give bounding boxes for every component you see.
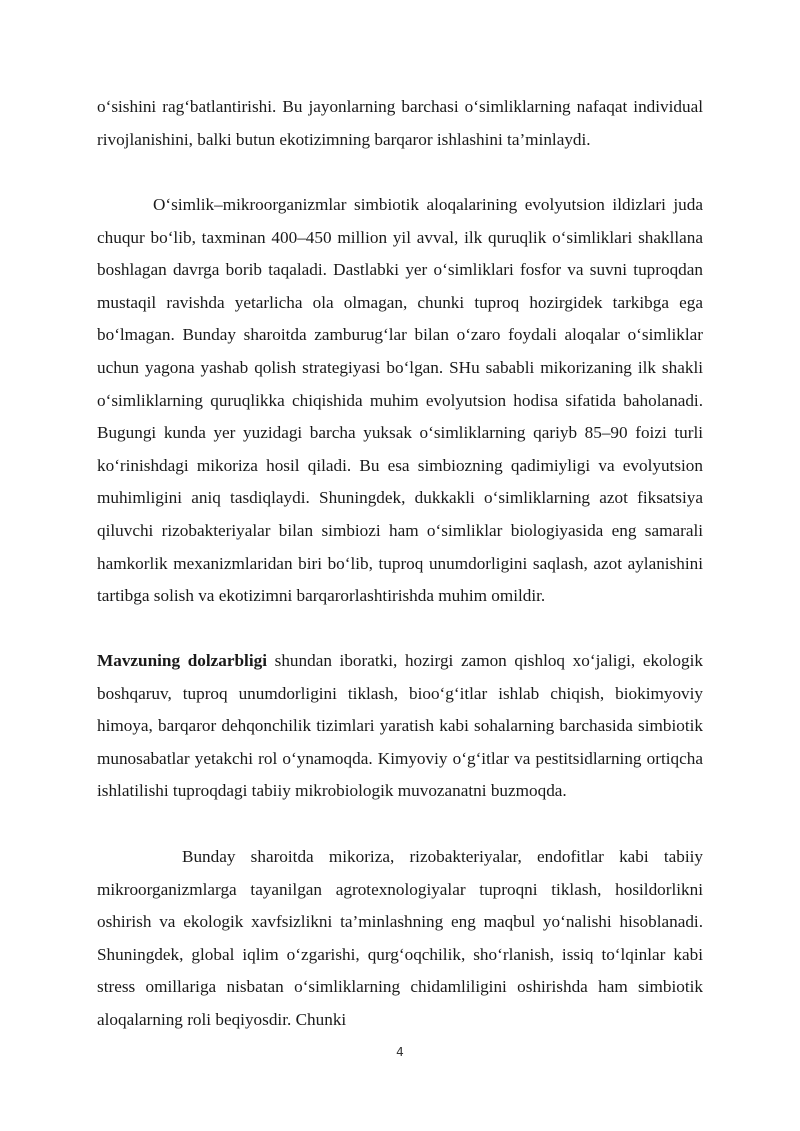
paragraph-text: shundan iboratki, hozirgi zamon qishloq xo‘jaligi, ekologik boshqaruv, tuproq unumdorligini tiklash, bioo‘g‘itlar ishlab chiqish, biokimyoviy himoya, barqaror dehqonchilik tizimlari yaratish kabi sohalarning barchasida simbiotik munosabatlar yetakchi rol o‘ynamoqda. Kimyoviy o‘g‘itlar va pestitsidlarning ortiqcha ishlatilishi tuproqdagi tabiiy mikrobiologik muvozanatni buzmoqda. bbox=[97, 651, 703, 801]
paragraph-topic-relevance bbox=[97, 645, 703, 808]
paragraph-text: O‘simlik–mikroorganizmlar simbiotik aloqalarining evolyutsion ildizlari juda chuqur bo‘lib, taxminan 400–450 million yil avval, ilk quruqlik o‘simliklari shakllana boshlagan davrga borib taqaladi. Dastlabki yer o‘simliklari fosfor va suvni tuproqdan mustaqil ravishda yetarlicha ola olmagan, chunki tuproq hozirgidek tarkibga ega bo‘lmagan. Bunday sharoitda zamburug‘lar bilan o‘zaro foydali aloqalar o‘simliklar uchun yagona yashab qolish strategiyasi bo‘lgan. SHu sababli mikorizaning ilk shakli o‘simliklarning quruqlikka chiqishida muhim evolyutsion hodisa sifatida baholanadi. Bugungi kunda yer yuzidagi barcha yuksak o‘simliklarning qariyb 85–90 foizi turli ko‘rinishdagi mikoriza hosil qiladi. Bu esa simbiozning qadimiyligi va evolyutsion muhimligini aniq tasdiqlaydi. Shuningdek, dukkakli o‘simliklarning azot fiksatsiya qiluvchi rizobakteriyalar bilan simbiozi ham o‘simliklar biologiyasida eng samarali hamkorlik mexanizmlaridan biri bo‘lib, tuproq unumdorligini saqlash, azot aylanishini tartibga solish va ekotizimni barqarorlashtirishda muhim omildir. bbox=[97, 195, 703, 606]
page-number: 4 bbox=[396, 1045, 404, 1059]
paragraph-text: o‘sishini rag‘batlantirishi. Bu jayonlarning barchasi o‘simliklarning nafaqat individual rivojlanishini, balki butun ekotizimning barqaror ishlashini ta’minlaydi. bbox=[97, 97, 703, 149]
paragraph-lead-heading: Mavzuning dolzarbligi bbox=[97, 651, 267, 670]
paragraph-agrotechnologies bbox=[97, 841, 703, 1037]
paragraph-evolutionary-roots bbox=[97, 189, 703, 613]
paragraph-intro-continuation bbox=[97, 91, 703, 156]
paragraph-text: Bunday sharoitda mikoriza, rizobakteriyalar, endofitlar kabi tabiiy mikroorganizmlarga tayanilgan agrotexnologiyalar tuproqni tiklash, hosildorlikni oshirish va ekologik xavfsizlikni ta’minlashning eng maqbul yo‘nalishi hisoblanadi. Shuningdek, global iqlim o‘zgarishi, qurg‘oqchilik, sho‘rlanish, issiq to‘lqinlar kabi stress omillariga nisbatan o‘simliklarning chidamliligini oshirishda ham simbiotik aloqalarning roli beqiyosdir. Chunki bbox=[97, 847, 703, 1029]
